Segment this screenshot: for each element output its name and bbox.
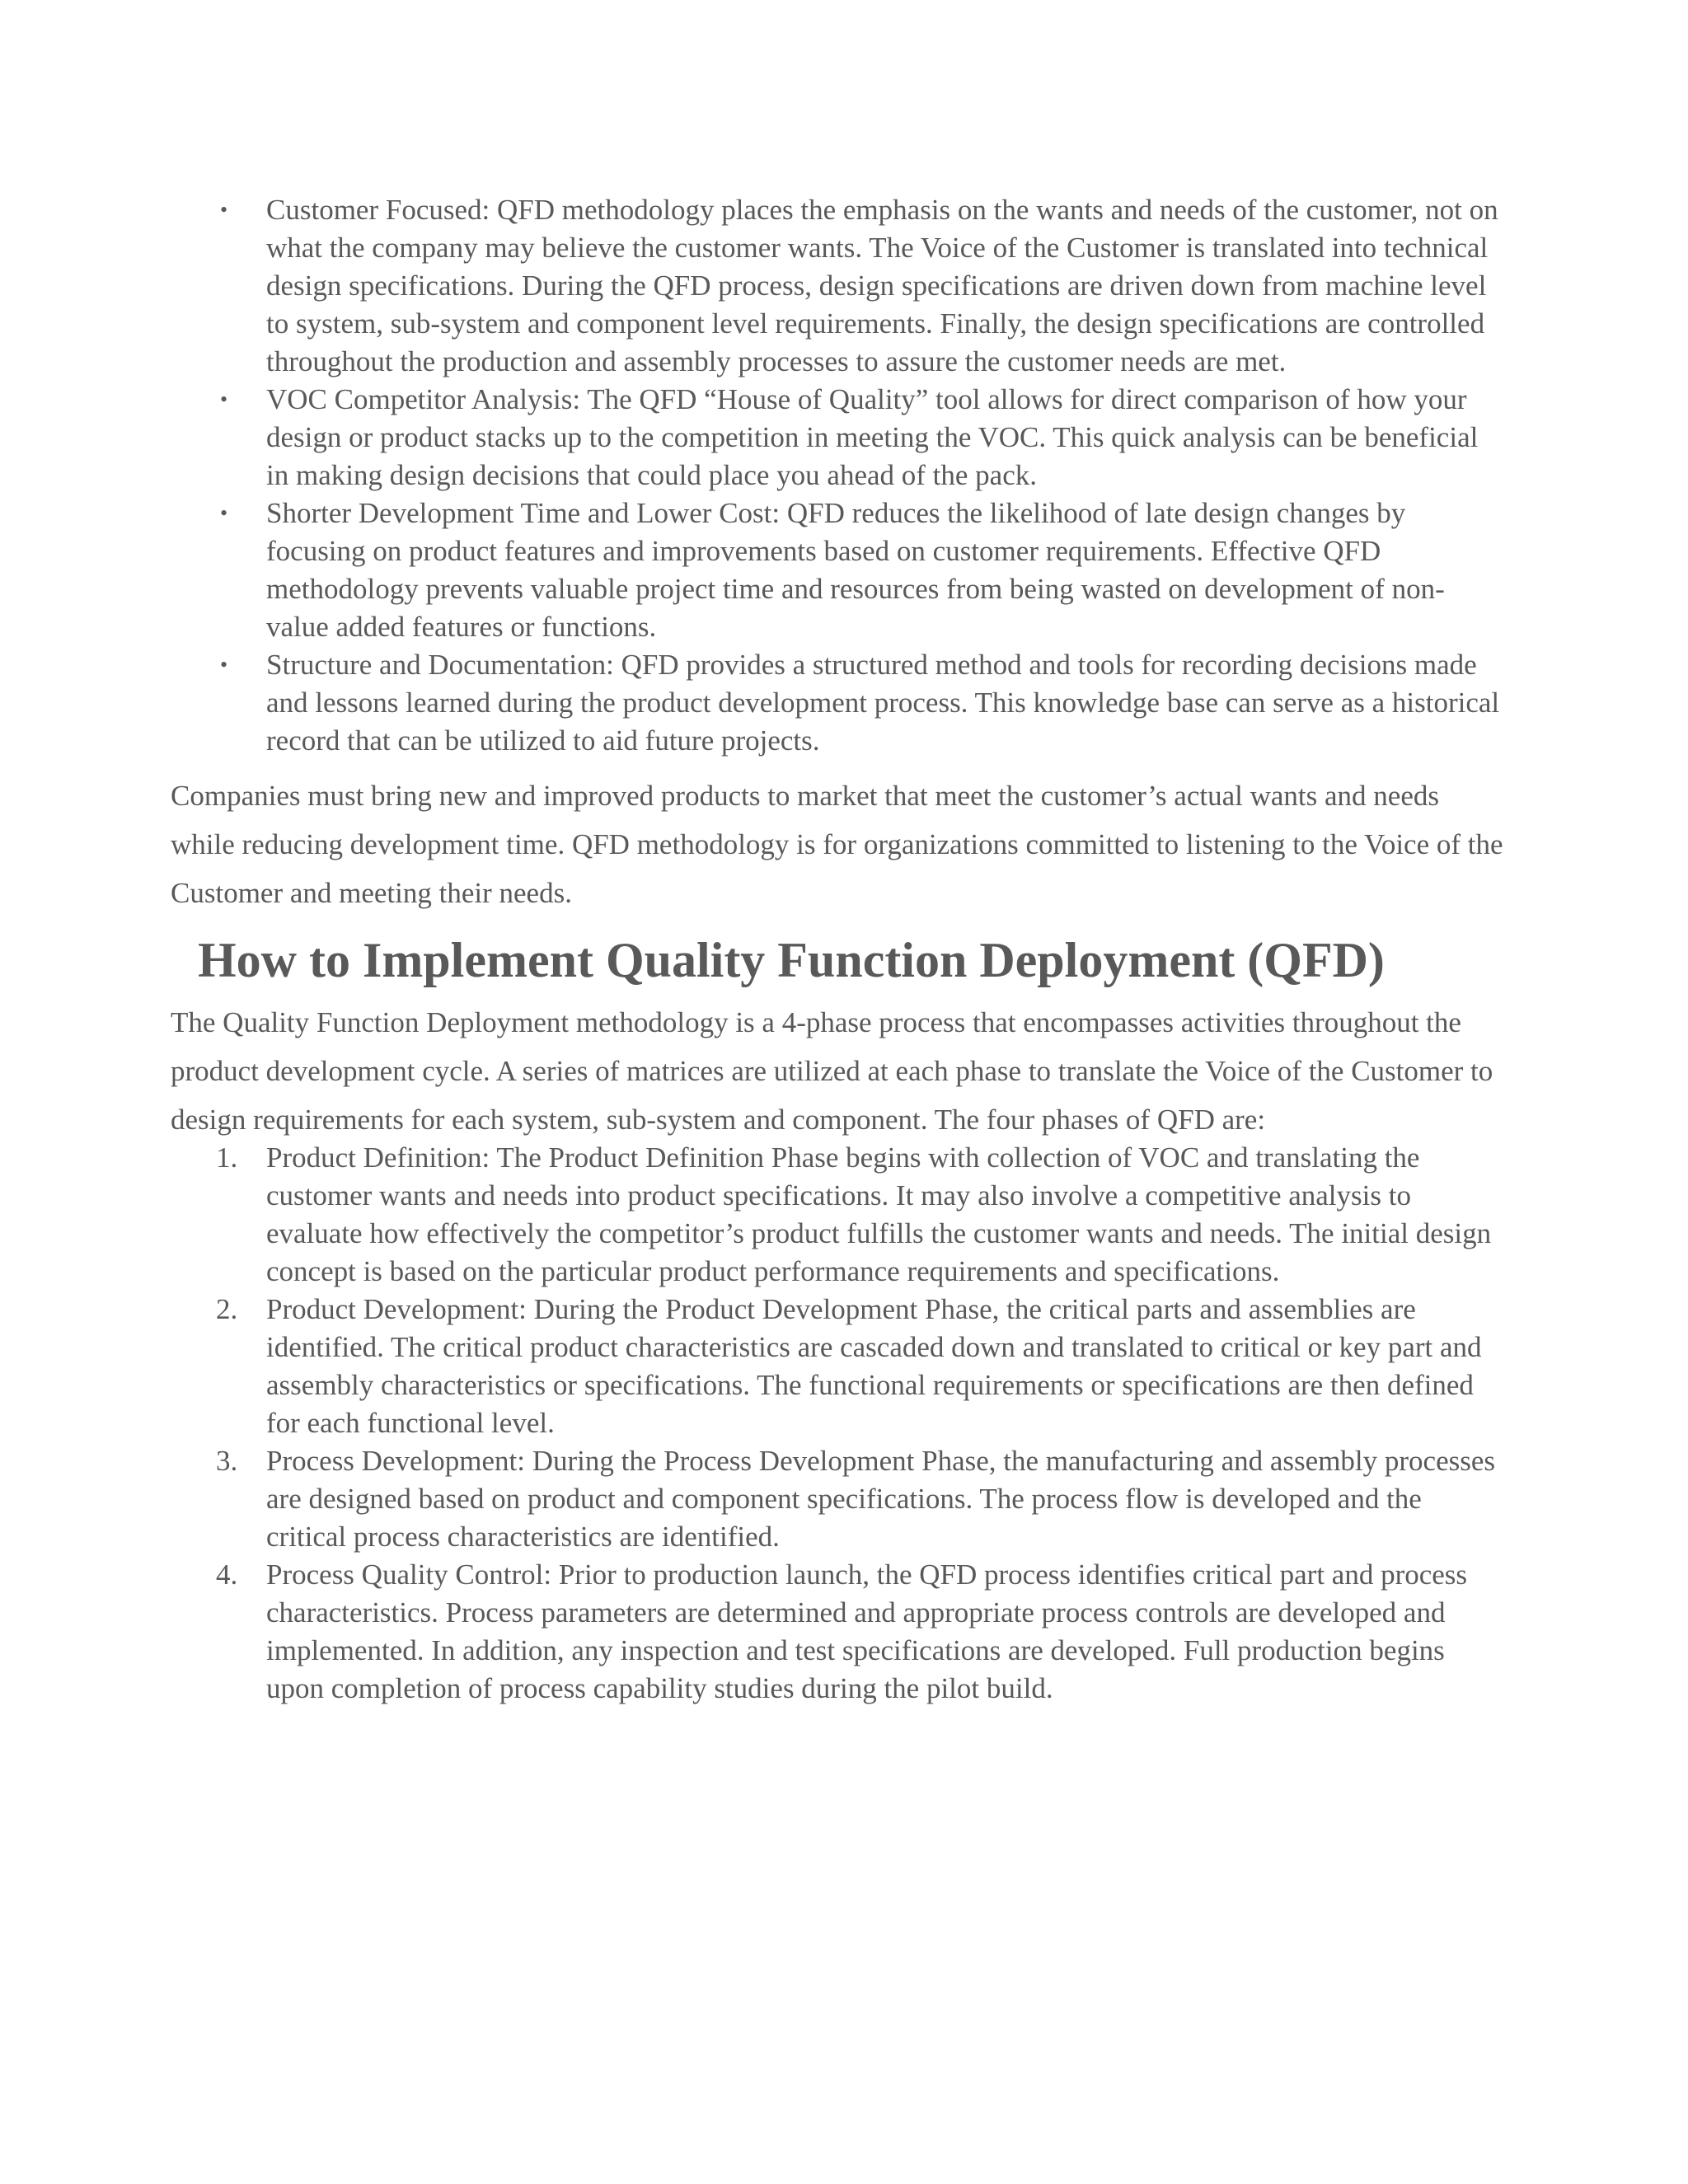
benefits-bullet-list [171, 191, 1506, 760]
phase-text: Product Development: During the Product Development Phase, the critical parts and assemblies are identified. The critical product characteristics are cascaded down and translated to critical or key part and assembly characteristics or specifications. The functional requirements or specifications are then defined for each functional level. [266, 1293, 1482, 1439]
intro-paragraph: The Quality Function Deployment methodology is a 4-phase process that encompasses activities throughout the product development cycle. A series of matrices are utilized at each phase to translate the Voice of the Customer to design requirements for each system, sub-system and component. The four phases of QFD are: [171, 1006, 1493, 1136]
bullet-item-customer-focused [171, 191, 1506, 381]
bullet-icon: • [220, 387, 228, 411]
bullet-icon: • [220, 501, 228, 525]
bullet-item-voc-competitor-analysis [171, 381, 1506, 494]
bullet-item-shorter-development-time [171, 494, 1506, 646]
phases-numbered-list [171, 1139, 1506, 1708]
phase-number: 3. [216, 1445, 238, 1477]
phase-item-process-development [171, 1442, 1506, 1556]
phase-text: Process Development: During the Process Development Phase, the manufacturing and assembly processes are designed based on product and component specifications. The process flow is developed and the critical process characteristics are identified. [266, 1445, 1496, 1553]
phase-number: 4. [216, 1558, 238, 1591]
closing-paragraph: Companies must bring new and improved products to market that meet the customer’s actual wants and needs while reducing development time. QFD methodology is for organizations committed to listening to the Voice of the Customer and meeting their needs. [171, 780, 1503, 909]
bullet-text: VOC Competitor Analysis: The QFD “House of Quality” tool allows for direct comparison of how your design or product stacks up to the competition in meeting the VOC. This quick analysis can be beneficial in making design decisions that could place you ahead of the pack. [266, 383, 1479, 491]
phase-item-process-quality-control [171, 1556, 1506, 1708]
phase-item-product-definition [171, 1139, 1506, 1291]
phase-number: 1. [216, 1141, 238, 1174]
bullet-text: Structure and Documentation: QFD provides a structured method and tools for recording decisions made and lessons learned during the product development process. This knowledge base can serve as a historical record that can be utilized to aid future projects. [266, 649, 1500, 757]
bullet-text: Shorter Development Time and Lower Cost: QFD reduces the likelihood of late design changes by focusing on product features and improvements based on customer requirements. Effective QFD methodology prevents valuable project time and resources from being wasted on development of non-value added features or functions. [266, 497, 1445, 643]
phase-text: Process Quality Control: Prior to production launch, the QFD process identifies critical part and process characteristics. Process parameters are determined and appropriate process controls are developed and implemented. In addition, any inspection and test specifications are developed. Full production begins upon completion of process capability studies during the pilot build. [266, 1558, 1468, 1704]
page-content [171, 191, 1506, 1708]
phase-text: Product Definition: The Product Definition Phase begins with collection of VOC and translating the customer wants and needs into product specifications. It may also involve a competitive analysis to evaluate how effectively the competitor’s product fulfills the customer wants and needs. The initial design concept is based on the particular product performance requirements and specifications. [266, 1141, 1492, 1287]
bullet-icon: • [220, 653, 228, 677]
section-heading: How to Implement Quality Function Deployment (QFD) [198, 933, 1385, 987]
bullet-icon: • [220, 198, 228, 222]
bullet-text: Customer Focused: QFD methodology places the emphasis on the wants and needs of the customer, not on what the company may believe the customer wants. The Voice of the Customer is translated into technical design specifications. During the QFD process, design specifications are driven down from machine level to system, sub-system and component level requirements. Finally, the design specifications are controlled throughout the production and assembly processes to assure the customer needs are met. [266, 194, 1498, 377]
phase-item-product-development [171, 1291, 1506, 1442]
bullet-item-structure-documentation [171, 646, 1506, 760]
phase-number: 2. [216, 1293, 238, 1325]
